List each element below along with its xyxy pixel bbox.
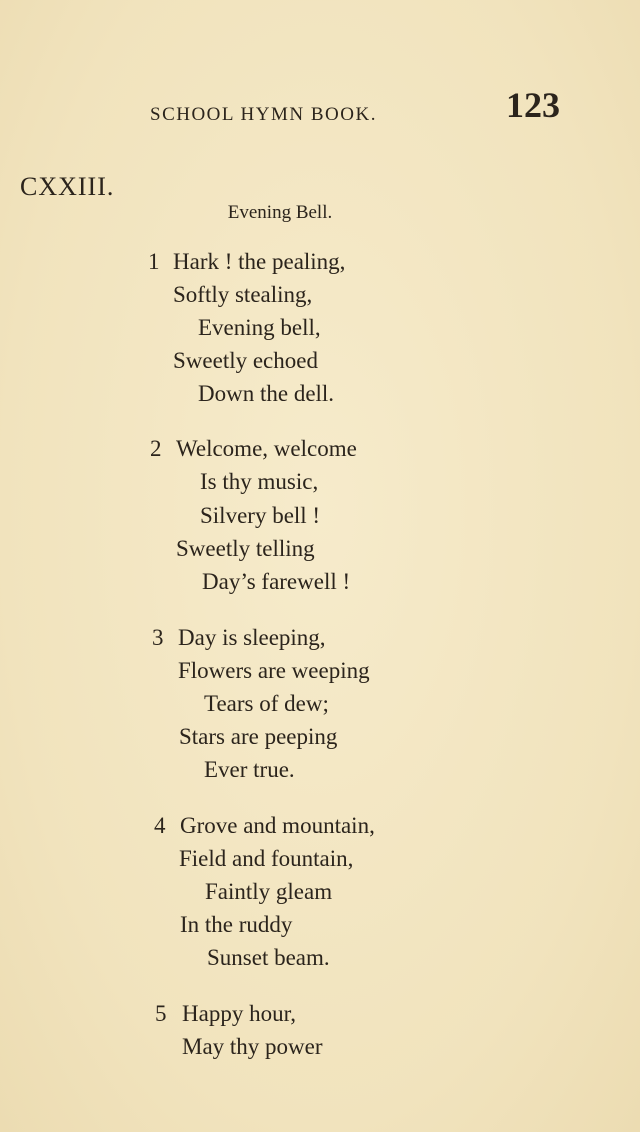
verse-line: May thy power xyxy=(182,1034,323,1059)
running-head: SCHOOL HYMN BOOK. xyxy=(150,104,377,125)
stanza-number: 2 xyxy=(150,436,162,461)
verse-line: Day’s farewell ! xyxy=(202,569,351,594)
verse-line: Happy hour, xyxy=(182,1001,297,1026)
verse-line: Welcome, welcome xyxy=(176,436,357,461)
verse-line: Ever true. xyxy=(204,757,295,782)
hymn-title xyxy=(0,202,580,224)
verse-line: Field and fountain, xyxy=(179,846,354,871)
verse-line: Day is sleeping, xyxy=(178,625,326,650)
verse-line: Sweetly echoed xyxy=(173,348,318,373)
verse-line: In the ruddy xyxy=(180,912,293,937)
verse-line: Flowers are weeping xyxy=(178,658,370,683)
page-number: 123 xyxy=(506,85,560,125)
stanza-number: 3 xyxy=(152,625,164,650)
verse-line: Hark ! the pealing, xyxy=(173,249,346,274)
hymn-number: CXXIII. xyxy=(20,172,115,201)
verse-line: Evening bell, xyxy=(198,315,321,340)
verse-line: Softly stealing, xyxy=(173,282,313,307)
stanza-number: 5 xyxy=(155,1001,167,1026)
verse-line: Sunset beam. xyxy=(207,945,330,970)
verse-line: Tears of dew; xyxy=(204,691,329,716)
verse-line: Silvery bell ! xyxy=(200,503,321,528)
verse-line: Faintly gleam xyxy=(205,879,333,904)
stanza-number: 1 xyxy=(148,249,160,274)
hymn-title-text: Evening Bell. xyxy=(227,202,333,223)
verse-line: Down the dell. xyxy=(198,381,335,406)
verse-line: Stars are peeping xyxy=(179,724,338,749)
verse-line: Sweetly telling xyxy=(176,536,315,561)
stanza-number: 4 xyxy=(154,813,166,838)
verse-line: Grove and mountain, xyxy=(180,813,375,838)
verse-line: Is thy music, xyxy=(200,469,319,494)
